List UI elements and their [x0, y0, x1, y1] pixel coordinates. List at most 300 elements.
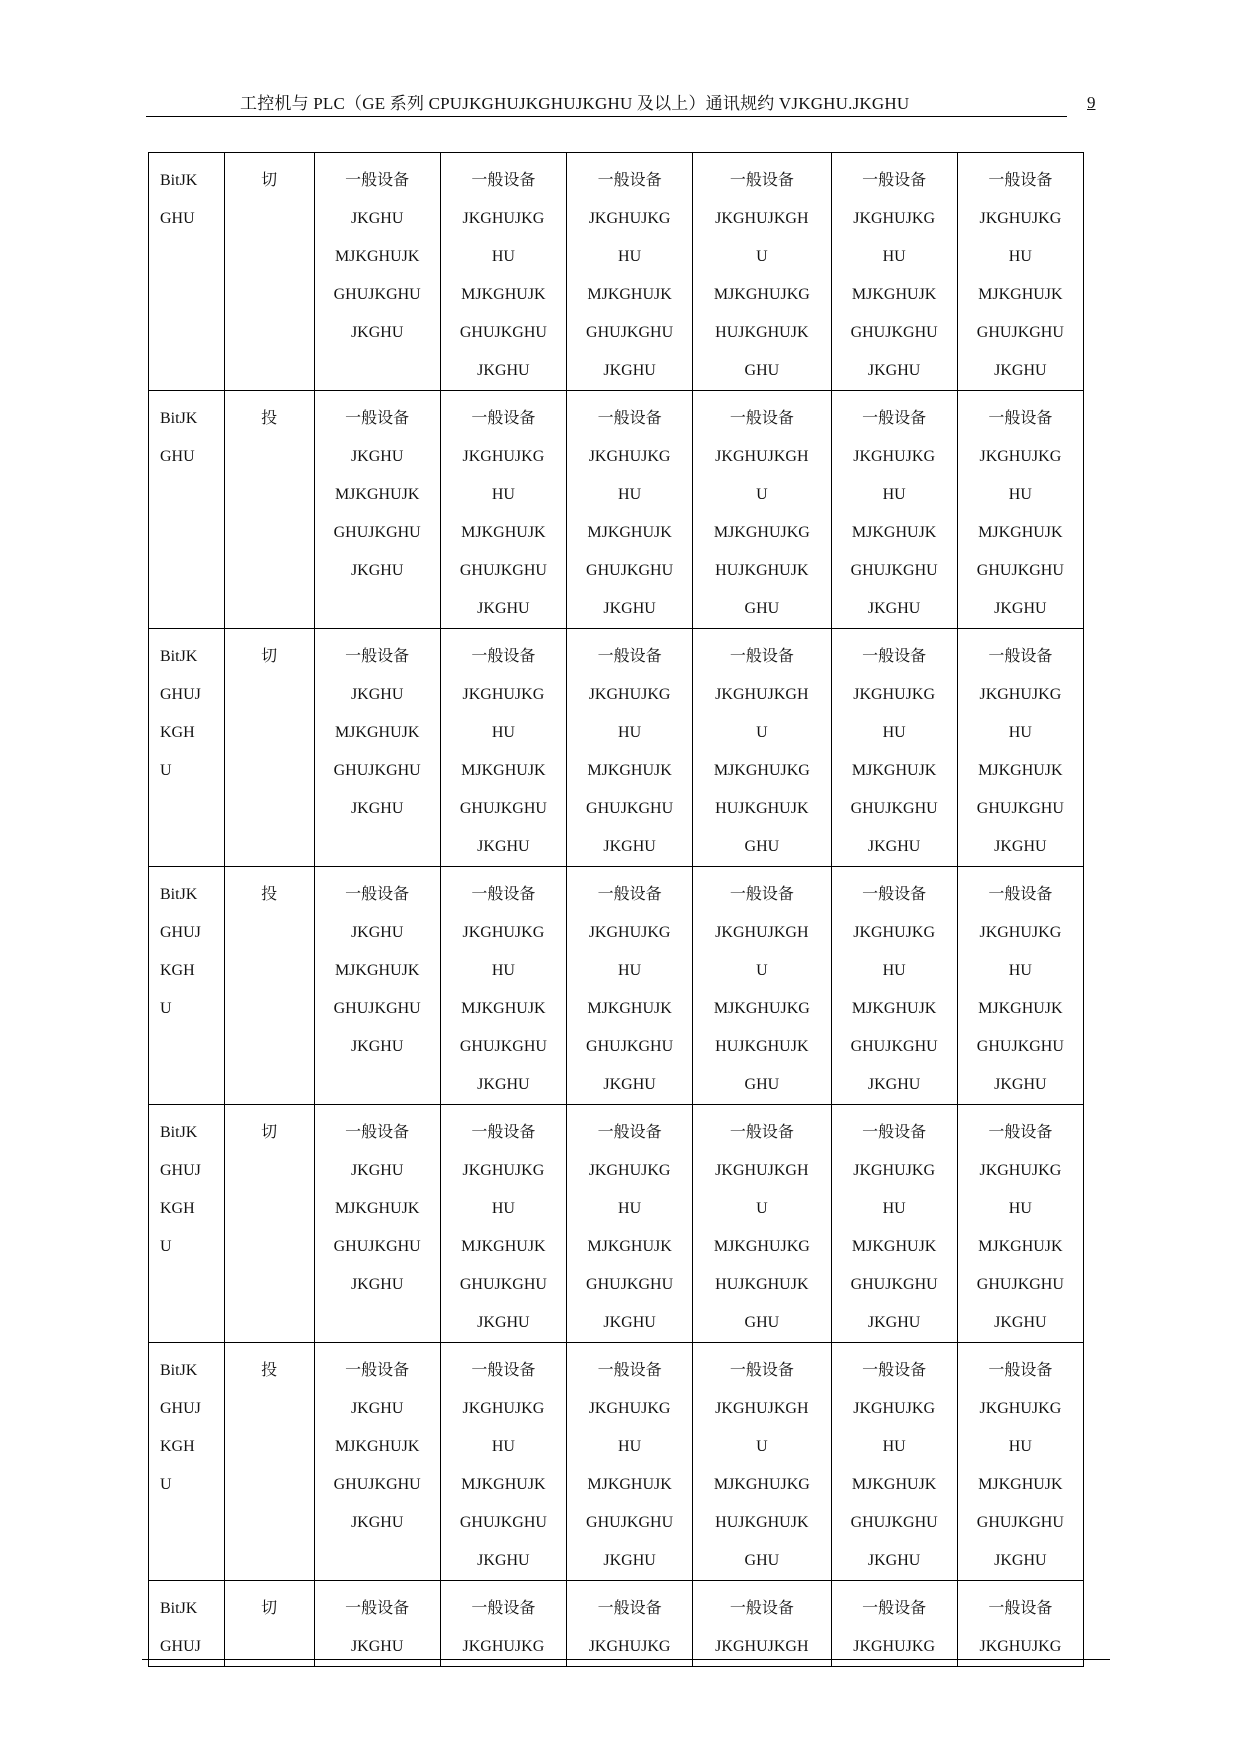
- device-cell-line: 一般设备: [862, 410, 927, 427]
- device-cell-line: HUJKGHUJK: [715, 562, 809, 579]
- device-cell-line: JKGHUJKG: [588, 448, 671, 465]
- device-cell-line: MJKGHUJK: [461, 1238, 546, 1255]
- device-cell-line: 一般设备: [862, 648, 927, 665]
- device-cell: [566, 867, 692, 1105]
- device-cell: [314, 867, 440, 1105]
- device-cell-line: GHUJKGHU: [586, 562, 674, 579]
- device-cell-line: U: [756, 248, 768, 265]
- device-cell-line: JKGHU: [994, 1076, 1047, 1093]
- operation-label: 切: [261, 648, 278, 665]
- device-cell: [693, 391, 831, 629]
- device-cell-line: JKGHUJKG: [979, 1162, 1062, 1179]
- device-cell-line: JKGHU: [994, 362, 1047, 379]
- device-cell-line: MJKGHUJK: [334, 1200, 420, 1217]
- device-cell-line: JKGHUJKG: [853, 448, 935, 465]
- bit-cell-line: KGH: [160, 1200, 195, 1217]
- device-cell-line: 一般设备: [597, 886, 662, 903]
- device-cell-line: MJKGHUJK: [334, 962, 420, 979]
- device-cell-line: GHUJKGHU: [333, 1238, 421, 1255]
- device-cell: [831, 1105, 957, 1343]
- device-cell: [314, 391, 440, 629]
- device-cell-line: JKGHUJKGH: [715, 1638, 809, 1655]
- bit-cell-line: BitJK: [160, 410, 198, 427]
- device-cell-line: 一般设备: [988, 1600, 1053, 1617]
- device-cell-line: HU: [882, 962, 906, 979]
- device-cell-line: JKGHUJKG: [462, 210, 545, 227]
- bit-cell-line: KGH: [160, 962, 195, 979]
- bit-cell-line: U: [160, 1000, 172, 1017]
- operation-cell: [224, 867, 314, 1105]
- device-cell: [693, 153, 831, 391]
- device-cell-line: JKGHU: [350, 924, 404, 941]
- device-cell-line: JKGHU: [867, 838, 921, 855]
- device-cell-line: GHUJKGHU: [976, 1276, 1064, 1293]
- device-cell-line: GHUJKGHU: [586, 800, 674, 817]
- device-cell: [957, 1581, 1083, 1667]
- device-cell-line: JKGHUJKG: [588, 210, 671, 227]
- device-cell: [314, 629, 440, 867]
- device-cell-line: 一般设备: [597, 1600, 662, 1617]
- page-number: 9: [1087, 93, 1096, 112]
- device-cell-line: HU: [1008, 1200, 1032, 1217]
- operation-label: 投: [261, 1362, 278, 1379]
- device-cell-line: 一般设备: [862, 886, 927, 903]
- device-cell-line: 一般设备: [345, 410, 410, 427]
- device-cell-line: 一般设备: [729, 1600, 794, 1617]
- bit-cell-line: BitJK: [160, 648, 198, 665]
- device-cell: [440, 867, 566, 1105]
- device-cell: [440, 1343, 566, 1581]
- device-cell-line: 一般设备: [729, 648, 794, 665]
- device-cell-line: GHU: [744, 838, 780, 855]
- device-cell: [831, 1343, 957, 1581]
- device-cell-line: JKGHU: [350, 210, 404, 227]
- device-cell: [314, 1105, 440, 1343]
- device-cell-line: JKGHU: [477, 1076, 530, 1093]
- device-cell-line: HU: [1008, 486, 1032, 503]
- device-cell-line: GHUJKGHU: [459, 800, 547, 817]
- device-cell: [957, 629, 1083, 867]
- device-cell-line: 一般设备: [471, 172, 536, 189]
- device-cell-line: MJKGHUJK: [851, 1476, 937, 1493]
- device-cell-line: JKGHU: [994, 1552, 1047, 1569]
- device-cell-line: JKGHUJKGH: [715, 924, 809, 941]
- operation-cell: [224, 629, 314, 867]
- device-cell-line: HUJKGHUJK: [715, 800, 809, 817]
- device-cell-line: MJKGHUJK: [587, 286, 672, 303]
- device-cell-line: JKGHU: [350, 562, 404, 579]
- bit-cell-line: KGH: [160, 724, 195, 741]
- device-cell-line: GHUJKGHU: [459, 324, 547, 341]
- device-cell: [693, 1343, 831, 1581]
- device-cell: [314, 1581, 440, 1667]
- device-cell: [566, 1343, 692, 1581]
- device-cell-line: HU: [882, 1200, 906, 1217]
- device-cell-line: GHUJKGHU: [976, 800, 1064, 817]
- device-cell-line: JKGHU: [477, 600, 530, 617]
- device-cell-line: GHUJKGHU: [333, 1000, 421, 1017]
- device-cell: [314, 153, 440, 391]
- device-cell: [440, 1105, 566, 1343]
- device-cell-line: JKGHUJKGH: [715, 1162, 809, 1179]
- device-cell-line: 一般设备: [345, 648, 410, 665]
- device-cell-line: 一般设备: [471, 648, 536, 665]
- table-row: [149, 867, 1084, 1105]
- device-cell: [566, 629, 692, 867]
- table-row: [149, 1343, 1084, 1581]
- device-cell-line: U: [756, 724, 768, 741]
- bit-cell: [149, 1343, 225, 1581]
- device-cell: [693, 867, 831, 1105]
- device-cell-line: JKGHU: [867, 362, 921, 379]
- device-cell: [831, 867, 957, 1105]
- bit-cell-line: GHUJ: [160, 924, 201, 941]
- device-cell-line: JKGHU: [477, 838, 530, 855]
- operation-label: 投: [261, 886, 278, 903]
- device-cell-line: HU: [491, 1438, 515, 1455]
- device-cell-line: 一般设备: [988, 886, 1053, 903]
- device-cell-line: MJKGHUJK: [587, 524, 672, 541]
- device-cell-line: JKGHUJKG: [853, 686, 935, 703]
- bit-cell-line: GHUJ: [160, 686, 201, 703]
- device-cell-line: JKGHU: [350, 1038, 404, 1055]
- device-cell-line: GHUJKGHU: [976, 324, 1064, 341]
- device-cell-line: JKGHUJKG: [588, 686, 671, 703]
- operation-cell: [224, 1343, 314, 1581]
- device-cell-line: 一般设备: [988, 410, 1053, 427]
- device-cell-line: MJKGHUJK: [461, 762, 546, 779]
- device-cell-line: HU: [1008, 1438, 1032, 1455]
- device-cell-line: JKGHUJKGH: [715, 686, 809, 703]
- device-cell-line: JKGHUJKGH: [715, 448, 809, 465]
- device-cell-line: HU: [882, 724, 906, 741]
- device-cell-line: MJKGHUJKG: [713, 1476, 810, 1493]
- device-cell: [831, 629, 957, 867]
- device-cell: [440, 1581, 566, 1667]
- device-cell-line: HUJKGHUJK: [715, 324, 809, 341]
- device-cell-line: MJKGHUJK: [978, 1476, 1063, 1493]
- operation-cell: [224, 1581, 314, 1667]
- device-cell-line: HU: [882, 1438, 906, 1455]
- bit-cell-line: GHUJ: [160, 1638, 201, 1655]
- device-cell-line: JKGHU: [350, 448, 404, 465]
- device-cell: [693, 1581, 831, 1667]
- device-cell-line: JKGHUJKG: [853, 1162, 935, 1179]
- bit-cell-line: KGH: [160, 1438, 195, 1455]
- device-cell-line: 一般设备: [729, 172, 794, 189]
- device-cell-line: 一般设备: [988, 648, 1053, 665]
- device-cell-line: JKGHUJKG: [979, 210, 1062, 227]
- device-cell: [831, 1581, 957, 1667]
- device-cell-line: 一般设备: [862, 172, 927, 189]
- device-cell-line: JKGHU: [994, 600, 1047, 617]
- device-cell-line: HU: [491, 248, 515, 265]
- device-cell-line: JKGHU: [994, 838, 1047, 855]
- device-cell: [440, 153, 566, 391]
- device-cell-line: HU: [882, 248, 906, 265]
- device-cell-line: HU: [491, 486, 515, 503]
- device-cell-line: MJKGHUJK: [978, 524, 1063, 541]
- bit-cell-line: GHU: [160, 448, 195, 465]
- device-cell-line: 一般设备: [729, 1124, 794, 1141]
- device-cell-line: JKGHU: [350, 1400, 404, 1417]
- device-cell-line: 一般设备: [729, 1362, 794, 1379]
- device-cell: [440, 391, 566, 629]
- device-cell-line: HU: [1008, 962, 1032, 979]
- bit-cell-line: BitJK: [160, 1600, 198, 1617]
- bit-cell: [149, 629, 225, 867]
- device-cell-line: GHU: [744, 1076, 780, 1093]
- header-rule: [146, 116, 1067, 117]
- device-cell-line: 一般设备: [345, 1600, 410, 1617]
- device-cell: [693, 629, 831, 867]
- device-cell-line: MJKGHUJK: [461, 1000, 546, 1017]
- device-cell-line: JKGHUJKG: [462, 1638, 545, 1655]
- device-cell-line: MJKGHUJK: [334, 1438, 420, 1455]
- device-cell-line: U: [756, 1438, 768, 1455]
- device-cell-line: 一般设备: [345, 886, 410, 903]
- device-cell-line: MJKGHUJK: [334, 724, 420, 741]
- table-row: [149, 1581, 1084, 1667]
- device-cell-line: GHUJKGHU: [586, 1514, 674, 1531]
- bit-cell: [149, 1105, 225, 1343]
- device-cell-line: HU: [1008, 248, 1032, 265]
- device-cell-line: MJKGHUJKG: [713, 1000, 810, 1017]
- device-cell-line: JKGHU: [603, 1314, 656, 1331]
- device-cell-line: GHUJKGHU: [976, 1514, 1064, 1531]
- device-cell-line: HU: [1008, 724, 1032, 741]
- device-cell-line: JKGHU: [477, 1314, 530, 1331]
- device-cell-line: 一般设备: [862, 1362, 927, 1379]
- device-cell-line: 一般设备: [345, 1124, 410, 1141]
- device-cell-line: MJKGHUJKG: [713, 286, 810, 303]
- device-cell-line: JKGHU: [603, 1076, 656, 1093]
- device-cell-line: JKGHUJKG: [979, 686, 1062, 703]
- device-cell-line: JKGHU: [350, 800, 404, 817]
- device-cell-line: JKGHUJKG: [979, 1638, 1062, 1655]
- device-cell-line: JKGHUJKG: [588, 1162, 671, 1179]
- device-cell-line: HU: [618, 1438, 642, 1455]
- device-cell: [957, 1343, 1083, 1581]
- table-row: [149, 629, 1084, 867]
- operation-label: 投: [261, 410, 278, 427]
- device-cell-line: MJKGHUJK: [851, 762, 937, 779]
- device-cell-line: JKGHUJKG: [462, 1400, 545, 1417]
- device-cell-line: 一般设备: [471, 1362, 536, 1379]
- device-cell-line: GHUJKGHU: [850, 562, 938, 579]
- device-cell-line: 一般设备: [597, 1362, 662, 1379]
- bit-cell-line: U: [160, 1238, 172, 1255]
- device-cell-line: MJKGHUJK: [587, 1000, 672, 1017]
- device-cell-line: GHU: [744, 362, 780, 379]
- device-cell-line: GHUJKGHU: [333, 762, 421, 779]
- device-cell-line: JKGHUJKG: [853, 1638, 935, 1655]
- device-cell-line: JKGHUJKG: [462, 686, 545, 703]
- device-cell-line: 一般设备: [345, 172, 410, 189]
- device-cell-line: JKGHU: [867, 1552, 921, 1569]
- operation-cell: [224, 391, 314, 629]
- device-cell-line: JKGHUJKG: [853, 1400, 935, 1417]
- device-cell-line: 一般设备: [345, 1362, 410, 1379]
- bit-cell-line: GHUJ: [160, 1162, 201, 1179]
- device-cell-line: JKGHU: [350, 1514, 404, 1531]
- device-cell-line: JKGHUJKG: [588, 924, 671, 941]
- operation-label: 切: [261, 1600, 278, 1617]
- device-cell-line: HU: [618, 486, 642, 503]
- device-cell-line: MJKGHUJK: [851, 286, 937, 303]
- device-cell-line: JKGHUJKG: [462, 1162, 545, 1179]
- operation-cell: [224, 1105, 314, 1343]
- device-cell-line: 一般设备: [597, 172, 662, 189]
- device-cell-line: 一般设备: [988, 1124, 1053, 1141]
- device-cell-line: U: [756, 962, 768, 979]
- bit-cell-line: BitJK: [160, 1362, 198, 1379]
- device-cell: [957, 1105, 1083, 1343]
- bit-cell-line: GHU: [160, 210, 195, 227]
- device-cell-line: 一般设备: [597, 410, 662, 427]
- device-cell-line: JKGHU: [994, 1314, 1047, 1331]
- device-cell-line: 一般设备: [862, 1600, 927, 1617]
- device-cell-line: MJKGHUJK: [978, 762, 1063, 779]
- device-cell-line: GHU: [744, 1314, 780, 1331]
- device-cell-line: MJKGHUJK: [461, 286, 546, 303]
- device-cell-line: JKGHU: [603, 1552, 656, 1569]
- device-cell-line: GHUJKGHU: [976, 1038, 1064, 1055]
- bit-cell-line: U: [160, 1476, 172, 1493]
- device-cell-line: JKGHU: [350, 1162, 404, 1179]
- spec-table: [148, 152, 1084, 1667]
- device-cell-line: HUJKGHUJK: [715, 1038, 809, 1055]
- device-cell-line: 一般设备: [729, 410, 794, 427]
- device-cell-line: GHUJKGHU: [586, 1276, 674, 1293]
- device-cell-line: JKGHUJKG: [853, 210, 935, 227]
- device-cell: [957, 391, 1083, 629]
- device-cell-line: GHUJKGHU: [976, 562, 1064, 579]
- device-cell-line: GHUJKGHU: [586, 324, 674, 341]
- device-cell-line: MJKGHUJK: [461, 1476, 546, 1493]
- bit-cell-line: BitJK: [160, 886, 198, 903]
- device-cell-line: GHUJKGHU: [333, 286, 421, 303]
- device-cell: [957, 867, 1083, 1105]
- operation-cell: [224, 153, 314, 391]
- device-cell-line: JKGHU: [867, 600, 921, 617]
- device-cell-line: MJKGHUJKG: [713, 1238, 810, 1255]
- device-cell-line: 一般设备: [471, 410, 536, 427]
- device-cell-line: GHUJKGHU: [333, 524, 421, 541]
- device-cell-line: JKGHUJKG: [979, 1400, 1062, 1417]
- device-cell-line: JKGHU: [867, 1314, 921, 1331]
- device-cell-line: U: [756, 486, 768, 503]
- device-cell-line: 一般设备: [862, 1124, 927, 1141]
- bit-cell-line: BitJK: [160, 172, 198, 189]
- device-cell-line: GHU: [744, 1552, 780, 1569]
- device-cell-line: GHUJKGHU: [850, 1514, 938, 1531]
- device-cell-line: MJKGHUJK: [334, 486, 420, 503]
- device-cell-line: MJKGHUJK: [851, 524, 937, 541]
- device-cell: [693, 1105, 831, 1343]
- device-cell-line: HU: [618, 1200, 642, 1217]
- device-cell-line: MJKGHUJK: [587, 762, 672, 779]
- bit-cell: [149, 867, 225, 1105]
- device-cell-line: JKGHUJKGH: [715, 1400, 809, 1417]
- device-cell-line: 一般设备: [729, 886, 794, 903]
- device-cell-line: 一般设备: [597, 648, 662, 665]
- device-cell-line: U: [756, 1200, 768, 1217]
- device-cell: [957, 153, 1083, 391]
- device-cell-line: JKGHUJKG: [979, 924, 1062, 941]
- device-cell-line: JKGHU: [603, 362, 656, 379]
- device-cell-line: GHUJKGHU: [333, 1476, 421, 1493]
- device-cell-line: JKGHU: [603, 600, 656, 617]
- device-cell-line: JKGHUJKG: [462, 448, 545, 465]
- device-cell-line: MJKGHUJK: [851, 1000, 937, 1017]
- device-cell-line: MJKGHUJKG: [713, 524, 810, 541]
- bit-cell-line: GHUJ: [160, 1400, 201, 1417]
- device-cell-line: JKGHU: [350, 324, 404, 341]
- device-cell-line: GHUJKGHU: [850, 1038, 938, 1055]
- device-cell-line: HUJKGHUJK: [715, 1276, 809, 1293]
- device-cell: [314, 1343, 440, 1581]
- device-cell-line: 一般设备: [988, 1362, 1053, 1379]
- device-cell-line: HU: [491, 962, 515, 979]
- device-cell-line: MJKGHUJK: [587, 1238, 672, 1255]
- bit-cell-line: U: [160, 762, 172, 779]
- device-cell-line: JKGHUJKG: [588, 1638, 671, 1655]
- device-cell: [831, 391, 957, 629]
- device-cell-line: JKGHU: [477, 1552, 530, 1569]
- device-cell-line: HU: [882, 486, 906, 503]
- device-cell-line: GHUJKGHU: [459, 1514, 547, 1531]
- device-cell-line: GHUJKGHU: [586, 1038, 674, 1055]
- device-cell-line: HU: [618, 724, 642, 741]
- device-cell-line: JKGHU: [477, 362, 530, 379]
- device-cell-line: 一般设备: [988, 172, 1053, 189]
- device-cell-line: HU: [491, 1200, 515, 1217]
- device-cell-line: JKGHUJKG: [462, 924, 545, 941]
- device-cell-line: JKGHUJKG: [979, 448, 1062, 465]
- device-cell-line: HUJKGHUJK: [715, 1514, 809, 1531]
- device-cell-line: JKGHUJKGH: [715, 210, 809, 227]
- device-cell-line: GHU: [744, 600, 780, 617]
- device-cell-line: JKGHU: [350, 686, 404, 703]
- device-cell-line: JKGHUJKG: [588, 1400, 671, 1417]
- bit-cell-line: BitJK: [160, 1124, 198, 1141]
- table-row: [149, 391, 1084, 629]
- page-header-title: 工控机与 PLC（GE 系列 CPUJKGHUJKGHUJKGHU 及以上）通讯规约 VJKGHU.JKGHU: [240, 94, 910, 113]
- device-cell-line: HU: [618, 248, 642, 265]
- table-row: [149, 153, 1084, 391]
- device-cell: [566, 1105, 692, 1343]
- device-cell-line: 一般设备: [471, 1600, 536, 1617]
- device-cell-line: JKGHU: [603, 838, 656, 855]
- device-cell: [566, 391, 692, 629]
- device-cell-line: HU: [618, 962, 642, 979]
- device-cell-line: GHUJKGHU: [850, 1276, 938, 1293]
- device-cell-line: JKGHU: [350, 1638, 404, 1655]
- device-cell-line: GHUJKGHU: [850, 800, 938, 817]
- device-cell-line: 一般设备: [597, 1124, 662, 1141]
- device-cell: [440, 629, 566, 867]
- spec-table-body: [149, 153, 1084, 1667]
- device-cell-line: GHUJKGHU: [459, 1276, 547, 1293]
- device-cell-line: MJKGHUJK: [978, 1000, 1063, 1017]
- device-cell-line: 一般设备: [471, 886, 536, 903]
- device-cell-line: MJKGHUJK: [851, 1238, 937, 1255]
- device-cell-line: MJKGHUJK: [978, 286, 1063, 303]
- device-cell-line: GHUJKGHU: [850, 324, 938, 341]
- device-cell-line: JKGHUJKG: [853, 924, 935, 941]
- device-cell-line: MJKGHUJK: [587, 1476, 672, 1493]
